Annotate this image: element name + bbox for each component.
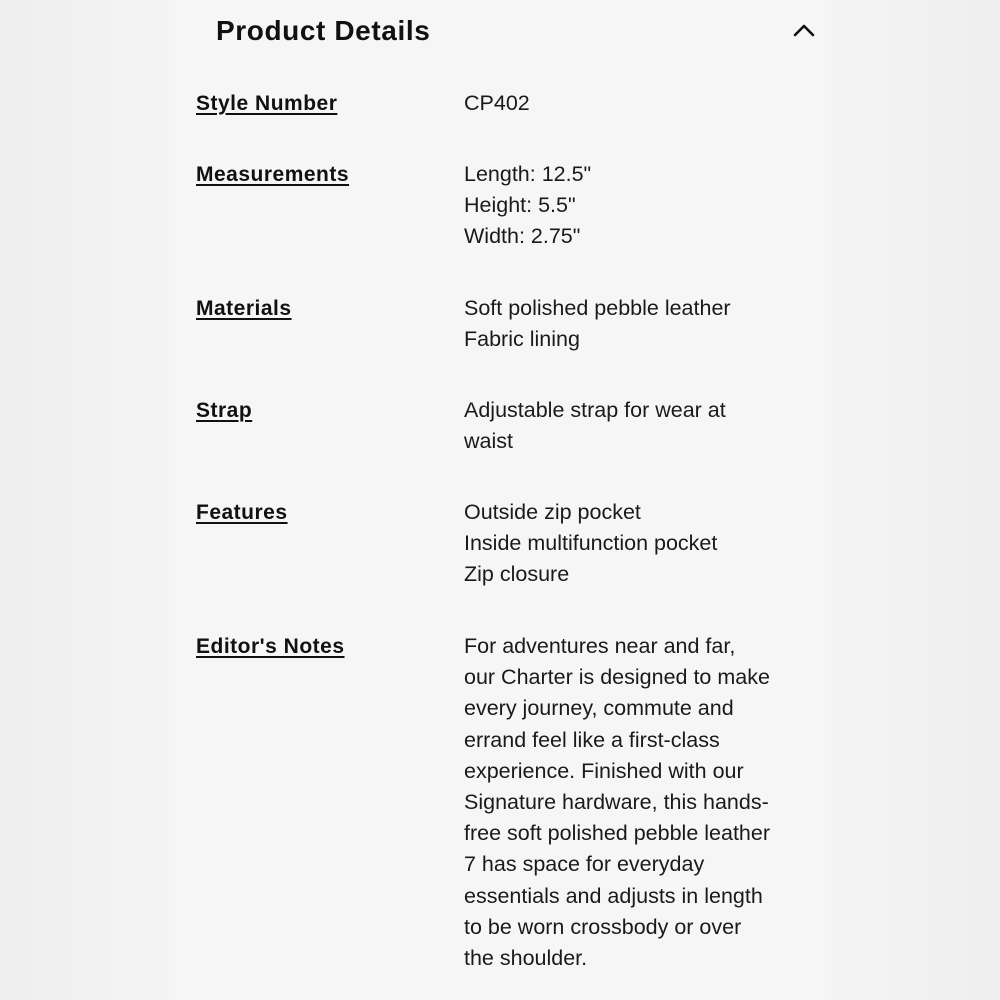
detail-value-line: Length: 12.5" (464, 162, 592, 186)
detail-value-line: Soft polished pebble leather (464, 296, 731, 320)
detail-value-line: essentials and adjusts in length (464, 883, 763, 908)
detail-label-style-number[interactable]: Style Number (196, 92, 338, 115)
detail-value-line: to be worn crossbody or over (464, 914, 742, 939)
detail-value-line: the shoulder. (464, 946, 588, 971)
detail-value-line: Height: 5.5" (464, 193, 576, 218)
detail-label-measurements[interactable]: Measurements (196, 163, 350, 186)
detail-value-line: Width: 2.75" (464, 224, 581, 249)
detail-value-line: Inside multifunction pocket (464, 531, 718, 556)
panel-title: Product Details (216, 15, 431, 46)
detail-value-materials (464, 293, 809, 355)
detail-value-features (464, 497, 809, 591)
detail-value-strap (464, 395, 809, 457)
detail-value-line: Adjustable strap for wear at (464, 398, 726, 422)
detail-label-strap[interactable]: Strap (196, 399, 253, 422)
detail-value-line: experience. Finished with our (464, 758, 744, 783)
detail-value-line: Fabric lining (464, 327, 580, 352)
detail-label-editors-notes[interactable]: Editor's Notes (196, 635, 345, 658)
detail-value-line: our Charter is designed to make (464, 665, 770, 690)
product-details-panel (176, 0, 824, 1000)
detail-value-measurements (464, 159, 809, 253)
detail-value-line: Signature hardware, this hands- (464, 790, 769, 815)
detail-value-line: free soft polished pebble leather (464, 821, 770, 846)
detail-value-line: Zip closure (464, 562, 570, 587)
collapse-button[interactable] (786, 14, 822, 46)
detail-label-features[interactable]: Features (196, 501, 288, 524)
detail-value-line: 7 has space for everyday (464, 852, 705, 877)
detail-label-materials[interactable]: Materials (196, 297, 292, 320)
detail-value-line: errand feel like a first-class (464, 727, 720, 752)
detail-value-line: waist (464, 429, 513, 454)
detail-value-style-number (464, 88, 809, 119)
detail-value-line: Outside zip pocket (464, 500, 641, 524)
chevron-up-icon (793, 23, 815, 37)
detail-value-line: CP402 (464, 91, 530, 115)
panel-header[interactable] (196, 0, 804, 64)
detail-value-line: For adventures near and far, (464, 634, 736, 658)
detail-value-line: every journey, commute and (464, 696, 734, 721)
detail-value-editors-notes (464, 631, 809, 974)
